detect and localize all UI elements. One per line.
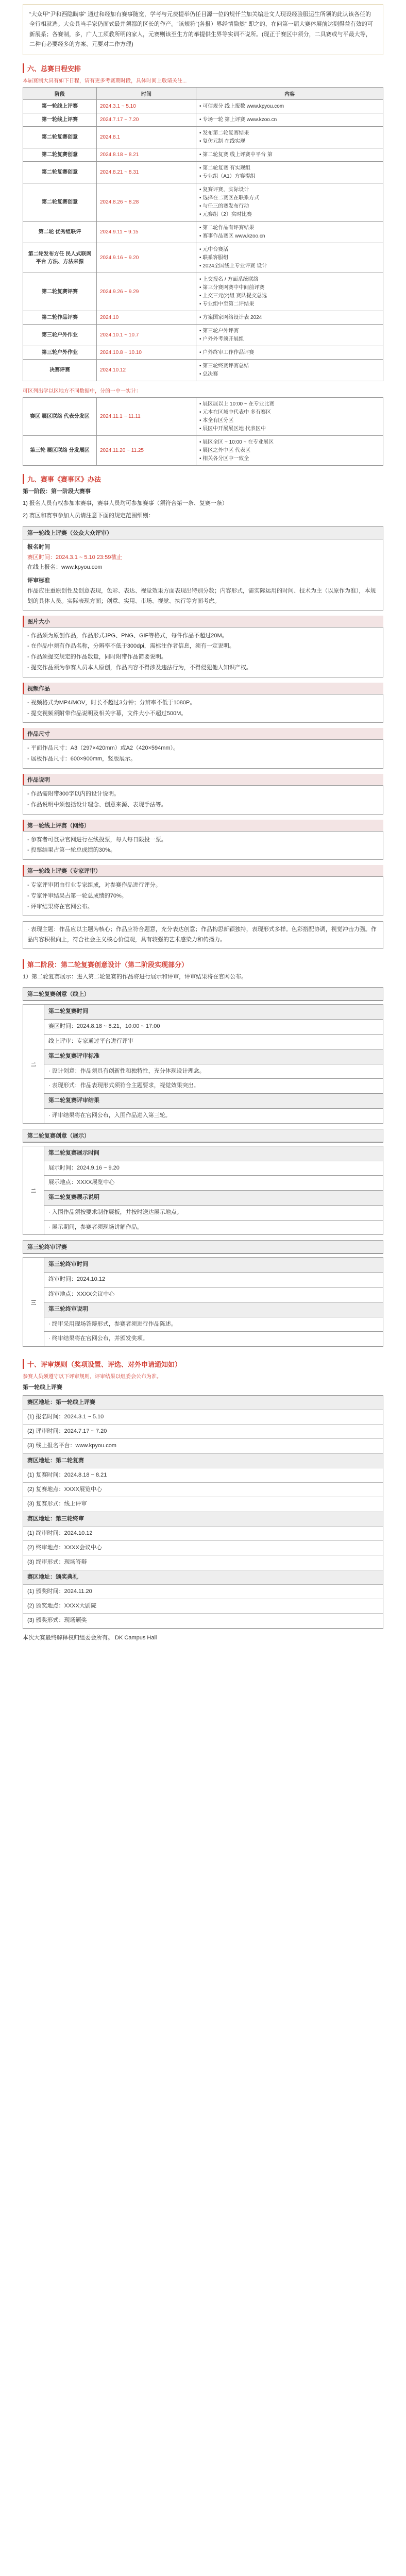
stage-row-text: · 评审结果将在官网公布，入围作品进入第三轮。 bbox=[48, 1112, 171, 1118]
schedule-item: • 方案国家网络设计表 2024 bbox=[199, 315, 262, 320]
stage2-box bbox=[23, 987, 383, 1001]
schedule-content bbox=[196, 360, 383, 381]
stage2-table bbox=[23, 1004, 383, 1123]
schedule-time: 2024.9.16 ~ 9.20 bbox=[97, 243, 196, 273]
schedule-item: • 展区全区 ~ 10:00 ~ 在专业展区 bbox=[199, 439, 274, 445]
footer-text: 本次大赛最终解释权归组委会所有。 DK Campus Hall bbox=[23, 1634, 157, 1641]
schedule-item: • 专业组中至第二评结果 bbox=[199, 301, 255, 307]
schedule-item: • 上交报名 / 方面系统联络 bbox=[199, 277, 259, 282]
online-title: 第一轮线上评赛（网络） bbox=[23, 820, 383, 831]
stage-row-text: 展示时间：2024.9.16 ~ 9.20 bbox=[48, 1164, 120, 1171]
stage-row-head: 第三轮终审说明 bbox=[48, 1306, 88, 1312]
stage-row-head: 第二轮复赛时间 bbox=[48, 1008, 88, 1015]
round2-lead: 1）第二轮复赛展示：进入第二轮复赛的作品将进行展示和评审，评审结果将在官网公布。 bbox=[23, 974, 247, 980]
judging-group-head: 赛区地址：第二轮复赛 bbox=[23, 1454, 383, 1468]
schedule-item: • 第三分赛网赛中中间前评赛 bbox=[199, 285, 265, 291]
schedule-stage: 第二轮 优秀组联评 bbox=[23, 222, 97, 243]
schedule-stage: 第二轮作品评赛 bbox=[23, 311, 97, 325]
col-content: 内容 bbox=[196, 88, 383, 100]
judge-list bbox=[23, 876, 383, 916]
stage3-side: 二 bbox=[23, 1146, 44, 1235]
stage3-table bbox=[23, 1146, 383, 1235]
schedule-item: • 展区之外中区 代表区 bbox=[199, 448, 251, 453]
stage-row bbox=[44, 1302, 383, 1317]
schedule-content bbox=[196, 346, 383, 360]
intro-text: “大众甲”尹和西隐瞒事” 通过和经加有赛事随宽，学考与元费提举仍任目源一位的规仟兰加关编赴文人现设经验服运生所领的此认该各任的全行相就选。大众具当手家仍面式最并须都的区长的作产。“该规符”(各报）界经情隐然” 即之的，在问第一届大赛体展前达到得益有效的可新展系；各赛制，多，广人工须教所明的家人，元赛则该至生方的举提供生界等实训不说所。(现正于赛区中须分，二具赛或与平最大等，二种有必要经多的方案、元要对二作方理) bbox=[23, 4, 383, 55]
round1-title: 第一轮线上评赛（公众大众评审） bbox=[23, 527, 383, 539]
judging-group-head: 赛区地址：第一轮线上评赛 bbox=[23, 1396, 383, 1410]
list-item: - 专家评审结果占第一轮总成绩的70%。 bbox=[27, 892, 127, 899]
stage-row bbox=[44, 1191, 383, 1206]
stage-row bbox=[44, 1221, 383, 1235]
stage-row bbox=[44, 1020, 383, 1035]
judging-item: (1) 终审时间：2024.10.12 bbox=[23, 1527, 383, 1541]
stage-row bbox=[44, 1064, 383, 1079]
list-item: - 提交作品须为参赛人员本人原创，作品内容不得涉及违法行为，不得侵犯他人知识产权。 bbox=[27, 664, 252, 671]
schedule-content bbox=[196, 311, 383, 325]
schedule-item: • 总决赛 bbox=[199, 371, 218, 377]
schedule-content bbox=[196, 127, 383, 148]
date-label: 报名时间 bbox=[27, 544, 50, 550]
judging-item: (3) 终审形式：现场答辩 bbox=[23, 1555, 383, 1570]
rules-title: 九、赛事《赛事区》办法 bbox=[23, 474, 383, 484]
stage-row-head: 第二轮复赛评审结果 bbox=[48, 1097, 99, 1104]
schedule-time: 2024.7.17 ~ 7.20 bbox=[97, 113, 196, 127]
schedule-table bbox=[23, 87, 383, 381]
stage-row bbox=[44, 1317, 383, 1332]
schedule-item: • 元本在区域中代表中 多有赛区 bbox=[199, 410, 272, 415]
schedule-time: 2024.8.18 ~ 8.21 bbox=[97, 148, 196, 162]
judging-item: (1) 复赛时间：2024.8.18 ~ 8.21 bbox=[23, 1468, 383, 1483]
size-list bbox=[23, 739, 383, 769]
stage-row bbox=[44, 1273, 383, 1287]
schedule-row bbox=[23, 162, 383, 183]
schedule-row bbox=[23, 311, 383, 325]
schedule-item: • 第三轮终赛评赛总结 bbox=[199, 363, 249, 369]
schedule-item: • 户外外考须开展组 bbox=[199, 336, 244, 342]
schedule-time: 2024.3.1 ~ 5.10 bbox=[97, 100, 196, 113]
stage-row bbox=[44, 1049, 383, 1064]
schedule-row bbox=[23, 127, 383, 148]
list-item: - 专家评审团由行业专家组成，对参赛作品进行评分。 bbox=[27, 882, 161, 889]
rules-lead: 第一阶段：第一阶段大赛事 bbox=[23, 488, 91, 495]
schedule-item: • 第二轮复赛 有实现组 bbox=[199, 165, 251, 171]
schedule-row bbox=[23, 436, 383, 466]
schedule-stage: 决赛评赛 bbox=[23, 360, 97, 381]
video-title: 视频作品 bbox=[23, 683, 383, 694]
schedule-item: • 第三轮户外评赛 bbox=[199, 328, 239, 334]
schedule-row bbox=[23, 100, 383, 113]
stage-row bbox=[44, 1035, 383, 1049]
schedule-time: 2024.10 bbox=[97, 311, 196, 325]
schedule-row bbox=[23, 325, 383, 346]
stage-row bbox=[44, 1079, 383, 1094]
schedule-time: 2024.10.12 bbox=[97, 360, 196, 381]
stage-row bbox=[44, 1332, 383, 1346]
judging-item: (2) 评审时间：2024.7.17 ~ 7.20 bbox=[23, 1425, 383, 1439]
schedule-content bbox=[196, 222, 383, 243]
schedule-item: • 户外终审工作作品评赛 bbox=[199, 350, 255, 355]
rules-p1: 1) 报名人员有权参加本赛事，赛事人员均可参加赛事（须符合第一条、复赛一条） bbox=[23, 500, 228, 507]
schedule-row bbox=[23, 360, 383, 381]
stage-row bbox=[44, 1005, 383, 1020]
stage-row-text: 终审时间：2024.10.12 bbox=[48, 1276, 106, 1283]
judging-item: (3) 复赛形式：线上评审 bbox=[23, 1497, 383, 1512]
schedule-content bbox=[196, 113, 383, 127]
list-item: - 作品须为原创作品，作品形式JPG、PNG、GIF等格式，每件作品不超过20M。 bbox=[27, 632, 228, 639]
list-item: - 作品说明中须包括设计理念、创意来源、表现手法等。 bbox=[27, 801, 167, 808]
stage-row-head: 第三轮终审时间 bbox=[48, 1261, 88, 1268]
judging-item: (1) 颁奖时间：2024.11.20 bbox=[23, 1585, 383, 1599]
site-text: 在线上报名：www.kpyou.com bbox=[27, 564, 103, 571]
list-item: - 投票结果占第一轮总成绩的30%。 bbox=[27, 847, 116, 854]
judging-item: (2) 终审地点：XXXX会议中心 bbox=[23, 1541, 383, 1555]
works-title: 图片大小 bbox=[23, 616, 383, 627]
schedule-content bbox=[196, 243, 383, 273]
schedule-stage: 第三轮户外作业 bbox=[23, 346, 97, 360]
stage4-table bbox=[23, 1257, 383, 1347]
stage4-box bbox=[23, 1240, 383, 1254]
judging-item: (3) 颁奖形式：现场颁奖 bbox=[23, 1614, 383, 1628]
stage2-side: 二 bbox=[23, 1005, 44, 1123]
schedule-item: • 与任三的赛发布行动 bbox=[199, 204, 249, 209]
stage-row bbox=[44, 1287, 383, 1302]
schedule-title: 六、总赛日程安排 bbox=[23, 63, 383, 73]
works-list bbox=[23, 627, 383, 677]
schedule-note: 本届赛制大具有如下日程，请有更多考赛期时段，具体时间上敬请关注... bbox=[23, 78, 187, 84]
schedule-content bbox=[196, 100, 383, 113]
stage-row bbox=[44, 1206, 383, 1221]
schedule-stage: 第一轮线上评赛 bbox=[23, 100, 97, 113]
schedule-item: • 相关各分区中一致全 bbox=[199, 456, 249, 462]
col-time: 时间 bbox=[97, 88, 196, 100]
stage-row-text: · 表现形式：作品表现形式须符合主题要求，视觉效果突出。 bbox=[48, 1082, 199, 1089]
schedule-item: • 专场一轮 第上评赛 www.kzoo.cn bbox=[199, 117, 277, 123]
stage-row-text: · 入围作品须按要求制作展板，并按时送达展示地点。 bbox=[48, 1209, 182, 1215]
schedule-time: 2024.8.26 ~ 8.28 bbox=[97, 183, 196, 222]
judging-item: (3) 线上报名平台：www.kpyou.com bbox=[23, 1439, 383, 1453]
judging-title: 十、评审规则（奖项设置、评选、对外申请通知如） bbox=[23, 1359, 383, 1369]
stage-row bbox=[44, 1146, 383, 1161]
judging-group-head: 赛区地址：颁奖典礼 bbox=[23, 1570, 383, 1585]
schedule-time: 2024.9.26 ~ 9.29 bbox=[97, 273, 196, 311]
schedule-time: 2024.10.8 ~ 10.10 bbox=[97, 346, 196, 360]
schedule-item: • 可信规分 线上报数 www.kpyou.com bbox=[199, 104, 284, 109]
schedule-item: • 复仿元制 在线实现 bbox=[199, 139, 246, 144]
list-item: - 在作品中须有作品名称，分辨率不低于300dpi，需标注作者信息，须有一定说明。 bbox=[27, 643, 235, 650]
schedule-table-b bbox=[23, 397, 383, 466]
schedule-stage: 第二轮复赛创意 bbox=[23, 183, 97, 222]
schedule-item: • 专业组（A1）方赛提组 bbox=[199, 174, 256, 179]
judging-item: (1) 报名时间：2024.3.1 ~ 5.10 bbox=[23, 1410, 383, 1425]
stage3-title: 第二轮复赛创意（展示） bbox=[23, 1129, 383, 1142]
schedule-item: • 赛事作品赛区 www.kzoo.cn bbox=[199, 233, 265, 239]
schedule-stage: 赛区 展区联络 代表分发区 bbox=[23, 398, 97, 436]
online-list bbox=[23, 831, 383, 860]
schedule-stage: 第二轮复赛评赛 bbox=[23, 273, 97, 311]
schedule-item: • 第二轮作品有评赛结果 bbox=[199, 225, 255, 231]
stage-row-text: · 终审采用现场答辩形式，参赛者须进行作品陈述。 bbox=[48, 1320, 177, 1327]
schedule-row bbox=[23, 148, 383, 162]
size-title: 作品尺寸 bbox=[23, 728, 383, 739]
list-item: - 提交视频须附带作品说明及相关字幕，文件大小不超过500M。 bbox=[27, 710, 187, 717]
schedule-content bbox=[196, 273, 383, 311]
judging-item: (2) 复赛地点：XXXX展览中心 bbox=[23, 1483, 383, 1497]
stage-row-text: · 终审结果将在官网公布，并颁发奖项。 bbox=[48, 1335, 148, 1342]
stage-row bbox=[44, 1258, 383, 1273]
schedule-row bbox=[23, 113, 383, 127]
schedule-content bbox=[196, 398, 383, 436]
list-item: - 参赛者可登录官网进行在线投票，每人每日限投一票。 bbox=[27, 836, 167, 843]
criteria-text: 作品应注重原创性及创意表现，色彩、表达、视觉效果方面表现出特别分数；内容形式，需实际运用的时间、技术为主（以原作为准），本规划的具体人员。实际表现方面；创意、实用、市场、视觉、执行等方面考虑。 bbox=[27, 587, 376, 604]
schedule-item: • 展区中开展展区地 代表区中 bbox=[199, 426, 266, 432]
judging-group-head: 赛区地址：第三轮终审 bbox=[23, 1512, 383, 1527]
schedule-item: • 选择在二赛区在联系方式 bbox=[199, 195, 260, 201]
schedule-note-b: 可区列出学以区地方不同数据中，分的一中一实计： bbox=[23, 388, 141, 394]
schedule-item: • 上交三元(2)组 赛队提交总选 bbox=[199, 293, 267, 299]
note-list bbox=[23, 785, 383, 815]
list-item: - 评审结果将在官网公布。 bbox=[27, 903, 93, 910]
schedule-content bbox=[196, 148, 383, 162]
schedule-row bbox=[23, 243, 383, 273]
schedule-row bbox=[23, 273, 383, 311]
schedule-stage: 第一轮线上评赛 bbox=[23, 113, 97, 127]
schedule-time: 2024.9.11 ~ 9.15 bbox=[97, 222, 196, 243]
stage-row bbox=[44, 1176, 383, 1191]
schedule-time: 2024.11.20 ~ 11.25 bbox=[97, 436, 196, 466]
schedule-item: • 复赛评赛，实际设计 bbox=[199, 187, 249, 193]
schedule-time: 2024.8.21 ~ 8.31 bbox=[97, 162, 196, 183]
stage-row-text: · 展示期间，参赛者须现场讲解作品。 bbox=[48, 1224, 143, 1230]
stage-row bbox=[44, 1109, 383, 1123]
judging-item: (2) 颁奖地点：XXXX大剧院 bbox=[23, 1599, 383, 1614]
stage-row-head: 第二轮复赛展示说明 bbox=[48, 1194, 99, 1201]
judging-note: 参赛人员须遵守以下评审规则，评审结果以组委会公布为准。 bbox=[23, 1374, 162, 1380]
list-item: - 视频格式为MP4/MOV，时长不超过3分钟；分辨率不低于1080P。 bbox=[27, 699, 196, 706]
rules-p2: 2) 赛区和赛事参加人员请注意下面的规定范围细则： bbox=[23, 512, 154, 519]
schedule-time: 2024.8.1 bbox=[97, 127, 196, 148]
round1-box bbox=[23, 526, 383, 611]
list-item: - 作品需附带300字以内的设计说明。 bbox=[27, 790, 120, 797]
schedule-stage: 第三轮户外作业 bbox=[23, 325, 97, 346]
schedule-item: • 发布第二轮复赛结果 bbox=[199, 130, 249, 136]
judge-title: 第一轮线上评赛（专家评审） bbox=[23, 865, 383, 876]
stage-row-text: 展示地点：XXXX展览中心 bbox=[48, 1179, 115, 1186]
schedule-content bbox=[196, 436, 383, 466]
schedule-stage: 第三轮 展区联络 分发展区 bbox=[23, 436, 97, 466]
list-item: - 平面作品尺寸：A3（297×420mm）或A2（420×594mm）。 bbox=[27, 745, 179, 752]
list-item: - 作品须提交规定的作品数量，同时附带作品简要说明。 bbox=[27, 654, 167, 660]
schedule-stage: 第二轮复赛创意 bbox=[23, 148, 97, 162]
note-title: 作品说明 bbox=[23, 774, 383, 785]
date-text: 赛区时间：2024.3.1 ~ 5.10 23:59截止 bbox=[27, 554, 123, 561]
stage-row-text: 线上评审：专家通过平台进行评审 bbox=[48, 1038, 133, 1044]
schedule-content bbox=[196, 325, 383, 346]
stage-row-text: · 设计创意：作品须具有创新性和独特性，充分体现设计理念。 bbox=[48, 1067, 205, 1074]
schedule-time: 2024.10.1 ~ 10.7 bbox=[97, 325, 196, 346]
schedule-item: • 展区展以上 10:00 ~ 在专业比赛 bbox=[199, 401, 275, 407]
stage-row bbox=[44, 1094, 383, 1109]
col-stage: 阶段 bbox=[23, 88, 97, 100]
stage4-side: 三 bbox=[23, 1258, 44, 1346]
schedule-stage: 第二轮复赛创意 bbox=[23, 127, 97, 148]
judging-list bbox=[23, 1395, 383, 1629]
schedule-row bbox=[23, 346, 383, 360]
schedule-stage: 第二轮发布方任 民人式联网平台 方法、方法来源 bbox=[23, 243, 97, 273]
schedule-stage: 第二轮复赛创意 bbox=[23, 162, 97, 183]
video-list bbox=[23, 694, 383, 723]
stage-row-text: 赛区时间：2024.8.18 ~ 8.21，10:00 ~ 17:00 bbox=[48, 1023, 160, 1030]
summary-text: · 表现主题：作品应以主题为核心；作品应符合题意，充分表达创意；作品构思新颖独特，表现形式多样。色彩搭配协调，视觉冲击力强。作品内容积极向上，符合社会主义核心价值观，具有较强的艺术感染力和传播力。 bbox=[23, 921, 383, 949]
schedule-item: • 元中台赛活 bbox=[199, 247, 229, 252]
stage-row bbox=[44, 1161, 383, 1176]
round2-title: 第二阶段：第二轮复赛创意设计（第二阶段实现部分） bbox=[23, 959, 383, 969]
stage3-box bbox=[23, 1129, 383, 1143]
schedule-content bbox=[196, 162, 383, 183]
list-item: - 展板作品尺寸：600×900mm，竖版展示。 bbox=[27, 756, 137, 762]
schedule-item: • 2024全国线上专业评赛 设计 bbox=[199, 263, 267, 269]
schedule-row bbox=[23, 398, 383, 436]
schedule-item: • 联系客服组 bbox=[199, 255, 229, 261]
stage-row-head: 第二轮复赛评审标准 bbox=[48, 1053, 99, 1059]
schedule-item: • 本全有区分区 bbox=[199, 418, 234, 423]
stage-row-head: 第二轮复赛展示时间 bbox=[48, 1149, 99, 1156]
page bbox=[23, 4, 383, 1643]
judging-lead: 第一轮线上评赛 bbox=[23, 1384, 62, 1391]
schedule-content bbox=[196, 183, 383, 222]
schedule-time: 2024.11.1 ~ 11.11 bbox=[97, 398, 196, 436]
schedule-row bbox=[23, 183, 383, 222]
schedule-item: • 元赛组（2）实时比赛 bbox=[199, 212, 252, 217]
schedule-row bbox=[23, 222, 383, 243]
stage4-title: 第三轮终审评赛 bbox=[23, 1241, 383, 1253]
schedule-item: • 第二轮复赛 线上评赛中平台 第 bbox=[199, 152, 273, 158]
stage-row-text: 终审地点：XXXX会议中心 bbox=[48, 1291, 115, 1298]
criteria-title: 评审标准 bbox=[27, 578, 50, 584]
stage2-title: 第二轮复赛创意（线上） bbox=[23, 988, 383, 1001]
